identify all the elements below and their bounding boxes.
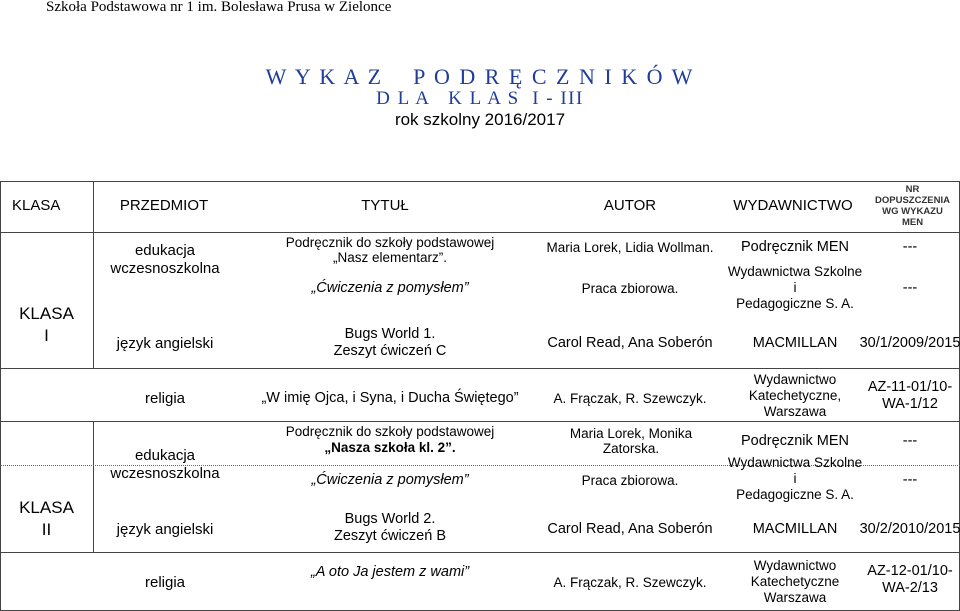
klasa-2-religia-publisher: Wydawnictwo Katechetyczne, Warszawa: [748, 372, 842, 419]
klasa-1-edukacja-title-1: Podręcznik do szkoły podstawowej „Nasz elementarz”.: [285, 235, 495, 265]
klasa-2-edukacja-publisher-2: Wydawnictwa Szkolne i Pedagogiczne S. A.: [727, 455, 863, 502]
header-nr-dopuszczenia: NR DOPUSZCZENIA WG WYKAZU MEN: [875, 184, 950, 228]
header-klasa: KLASA: [12, 197, 61, 214]
school-name: Szkoła Podstawowa nr 1 im. Bolesława Prusa w Zielonce: [46, 0, 392, 15]
klasa-3-religia-nr: AZ-12-01/10- WA-2/13: [867, 563, 953, 596]
klasa-2-edukacja-title-1: Podręcznik do szkoły podstawowej „Nasza szkoła kl. 2”.: [285, 424, 495, 455]
klasa-2-religia-title: „W imię Ojca, i Syna, i Ducha Świętego”: [261, 390, 519, 406]
klasa-1-edukacja-author-1: Maria Lorek, Lidia Wollman.: [546, 239, 714, 255]
header-autor: AUTOR: [603, 197, 657, 214]
klasa-1-angielski-publisher: MACMILLAN: [752, 335, 838, 351]
klasa-1-edukacja-title-2: „Ćwiczenia z pomysłem”: [311, 280, 469, 296]
header-przedmiot: PRZEDMIOT: [119, 197, 209, 214]
school-year: rok szkolny 2016/2017: [394, 110, 566, 129]
klasa-1-edukacja-publisher-2: Wydawnictwa Szkolne i Pedagogiczne S. A.: [727, 264, 863, 311]
klasa-1-angielski-author: Carol Read, Ana Soberón: [547, 335, 713, 351]
klasa-3-religia-subject: religia: [144, 573, 186, 591]
klasa-2-religia-author: A. Frączak, R. Szewczyk.: [553, 390, 707, 406]
klasa-2-edukacja-title-2: „Ćwiczenia z pomysłem”: [311, 472, 469, 488]
klasa-1-edukacja-publisher-1: Podręcznik MEN: [741, 239, 849, 255]
klasa-2-angielski-publisher: MACMILLAN: [752, 521, 838, 537]
header-wydawnictwo: WYDAWNICTWO: [733, 197, 853, 214]
klasa-1-angielski-title: Bugs World 1. Zeszyt ćwiczeń C: [333, 326, 447, 359]
klasa-2-label: KLASA II: [19, 498, 74, 539]
klasa-1-edukacja-author-2: Praca zbiorowa.: [581, 280, 679, 296]
klasa-1-edukacja-nr-2: ---: [902, 280, 918, 296]
header-tytul: TYTUŁ: [361, 197, 409, 214]
klasa-3-religia-title: „A oto Ja jestem z wami”: [310, 564, 470, 580]
klasa-3-religia-publisher: Wydawnictwo Katechetyczne Warszawa: [750, 558, 840, 605]
klasa-2-religia-subject: religia: [144, 389, 186, 407]
klasa-1-angielski-subject: język angielski: [116, 334, 214, 352]
document-title: W Y K A Z P O D R Ę C Z N I K Ó W: [265, 64, 695, 89]
klasa-2-edukacja-author-2: Praca zbiorowa.: [581, 472, 679, 488]
klasa-2-edukacja-nr-1: ---: [902, 433, 918, 449]
klasa-2-angielski-author: Carol Read, Ana Soberón: [547, 521, 713, 537]
klasa-2-edukacja-publisher-1: Podręcznik MEN: [741, 433, 849, 449]
klasa-1-label: KLASA I: [19, 304, 74, 345]
klasa-2-angielski-subject: język angielski: [116, 520, 214, 538]
klasa-2-edukacja-nr-2: ---: [902, 472, 918, 488]
document-subtitle: D L A K L A S I - III: [376, 88, 584, 109]
klasa-2-edukacja-subject: edukacja wczesnoszkolna: [110, 447, 220, 482]
klasa-1-edukacja-subject: edukacja wczesnoszkolna: [110, 242, 220, 277]
klasa-1-angielski-nr: 30/1/2009/2015: [859, 335, 960, 351]
klasa-2-angielski-title: Bugs World 2. Zeszyt ćwiczeń B: [334, 511, 446, 544]
klasa-2-angielski-nr: 30/2/2010/2015: [859, 521, 960, 537]
klasa-2-religia-nr: AZ-11-01/10- WA-1/12: [867, 379, 953, 412]
klasa-3-religia-author: A. Frączak, R. Szewczyk.: [553, 574, 707, 590]
klasa-2-edukacja-author-1: Maria Lorek, Monika Zatorska.: [569, 426, 693, 456]
klasa-1-edukacja-nr-1: ---: [902, 239, 918, 255]
